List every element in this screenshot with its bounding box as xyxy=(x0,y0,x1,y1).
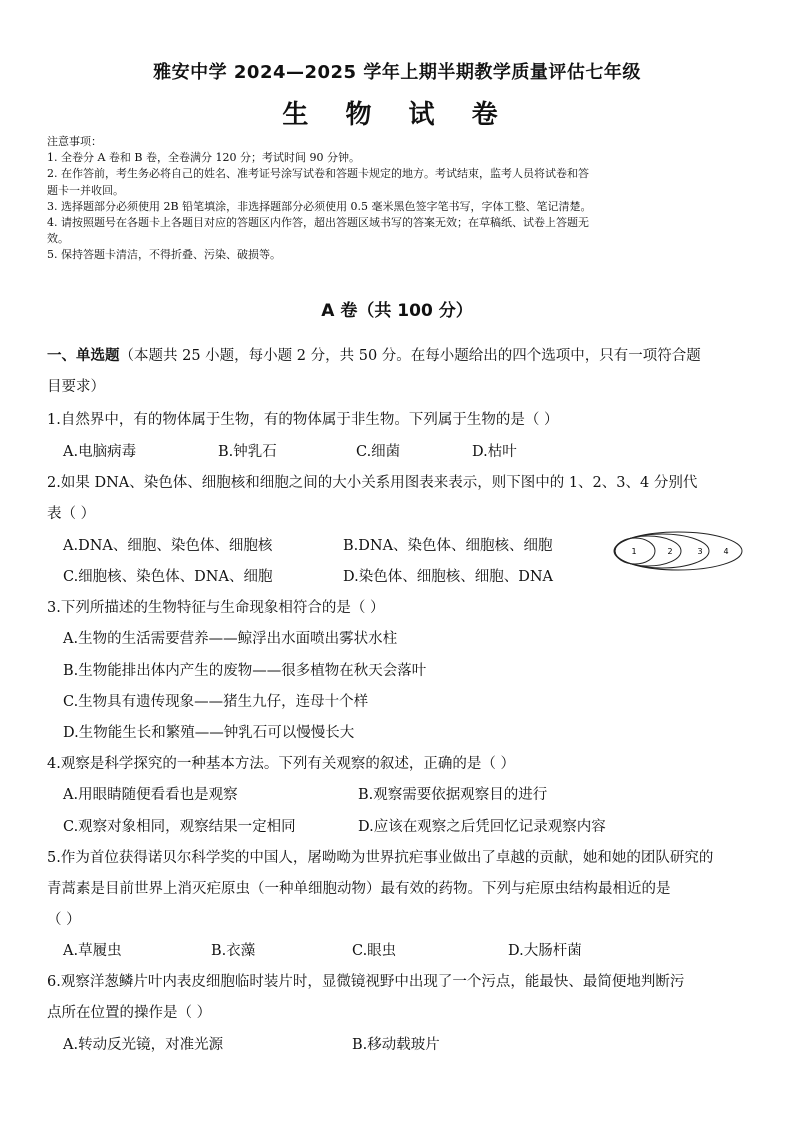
part-label: 一、单选题 xyxy=(47,348,120,364)
question-6-stem: 6.观察洋葱鳞片叶内表皮细胞临时装片时，显微镜视野中出现了一个污点，能最快、最简便地判断污 xyxy=(47,974,685,990)
q5-option-c: C.眼虫 xyxy=(352,943,397,959)
notes-line: 3. 选择题部分必须使用 2B 铅笔填涂，非选择题部分必须使用 0.5 毫米黑色签字笔书写，字体工整、笔记清楚。 xyxy=(47,199,592,213)
notes-block xyxy=(47,134,747,264)
q5-option-a: A.草履虫 xyxy=(63,943,122,959)
question-2-stem-cont: 表（ ） xyxy=(47,506,96,522)
nested-ellipse-diagram xyxy=(612,530,744,572)
q5-option-d: D.大肠杆菌 xyxy=(508,943,582,959)
notes-line: 1. 全卷分 A 卷和 B 卷，全卷满分 120 分；考试时间 90 分钟。 xyxy=(47,151,360,165)
notes-line: 4. 请按照题号在各题卡上各题目对应的答题区内作答，超出答题区域书写的答案无效；在草稿纸、试卷上答题无 xyxy=(47,216,589,230)
diagram-label-3: 3 xyxy=(697,547,703,556)
diagram-label-2: 2 xyxy=(667,547,673,556)
question-2-stem: 2.如果 DNA、染色体、细胞核和细胞之间的大小关系用图表来表示，则下图中的 1、2、3、4 分别代 xyxy=(47,475,698,491)
q3-option-a: A.生物的生活需要营养——鲸浮出水面喷出雾状水柱 xyxy=(63,631,398,647)
notes-line: 2. 在作答前，考生务必将自己的姓名、准考证号涂写试卷和答题卡规定的地方。考试结束，监考人员将试卷和答 xyxy=(47,167,589,181)
question-5-stem-cont: 青蒿素是目前世界上消灭疟原虫（一种单细胞动物）最有效的药物。下列与疟原虫结构最相近的是 xyxy=(47,881,671,897)
q2-option-b: B.DNA、染色体、细胞核、细胞 xyxy=(343,538,553,554)
question-6-stem-cont: 点所在位置的操作是（ ） xyxy=(47,1005,212,1021)
diagram-label-1: 1 xyxy=(631,547,637,556)
q1-option-c: C.细菌 xyxy=(356,444,401,460)
notes-line: 题卡一并收回。 xyxy=(47,183,124,197)
q4-option-c: C.观察对象相同，观察结果一定相同 xyxy=(63,819,296,835)
question-3-stem: 3.下列所描述的生物特征与生命现象相符合的是（ ） xyxy=(47,600,385,616)
notes-heading: 注意事项： xyxy=(47,135,102,148)
q6-option-b: B.移动载玻片 xyxy=(352,1037,440,1053)
part-desc-cont: 目要求） xyxy=(47,379,105,395)
q4-option-a: A.用眼睛随便看看也是观察 xyxy=(63,787,238,803)
question-5-stem-blank: （ ） xyxy=(47,912,81,928)
section-title: A 卷（共 100 分） xyxy=(321,301,473,321)
q3-option-b: B.生物能排出体内产生的废物——很多植物在秋天会落叶 xyxy=(63,663,427,679)
diagram-label-4: 4 xyxy=(723,547,729,556)
notes-line: 效。 xyxy=(47,232,69,246)
q2-option-c: C.细胞核、染色体、DNA、细胞 xyxy=(63,569,273,585)
question-1-stem: 1.自然界中，有的物体属于生物，有的物体属于非生物。下列属于生物的是（ ） xyxy=(47,412,559,428)
question-4-stem: 4.观察是科学探究的一种基本方法。下列有关观察的叙述，正确的是（ ） xyxy=(47,756,515,772)
q4-option-d: D.应该在观察之后凭回忆记录观察内容 xyxy=(358,819,606,835)
q3-option-c: C.生物具有遗传现象——猪生九仔，连母十个样 xyxy=(63,694,369,710)
part-desc: （本题共 25 小题，每小题 2 分，共 50 分。在每小题给出的四个选项中，只有一项符合题 xyxy=(119,348,701,364)
q1-option-d: D.枯叶 xyxy=(472,444,517,460)
question-5-stem: 5.作为首位获得诺贝尔科学奖的中国人，屠呦呦为世界抗疟事业做出了卓越的贡献，她和她的团队研究的 xyxy=(47,850,714,866)
part-instruction xyxy=(47,344,701,365)
exam-header-title: 雅安中学 2024—2025 学年上期半期教学质量评估七年级 xyxy=(153,62,641,83)
q5-option-b: B.衣藻 xyxy=(211,943,256,959)
subject-title: 生 物 试 卷 xyxy=(282,100,512,130)
q1-option-b: B.钟乳石 xyxy=(218,444,277,460)
q4-option-b: B.观察需要依据观察目的进行 xyxy=(358,787,548,803)
q3-option-d: D.生物能生长和繁殖——钟乳石可以慢慢长大 xyxy=(63,725,355,741)
q2-option-d: D.染色体、细胞核、细胞、DNA xyxy=(343,569,554,585)
notes-line: 5. 保持答题卡清洁，不得折叠、污染、破损等。 xyxy=(47,248,281,262)
q1-option-a: A.电脑病毒 xyxy=(63,444,137,460)
q6-option-a: A.转动反光镜，对准光源 xyxy=(63,1037,224,1053)
q2-option-a: A.DNA、细胞、染色体、细胞核 xyxy=(63,538,273,554)
